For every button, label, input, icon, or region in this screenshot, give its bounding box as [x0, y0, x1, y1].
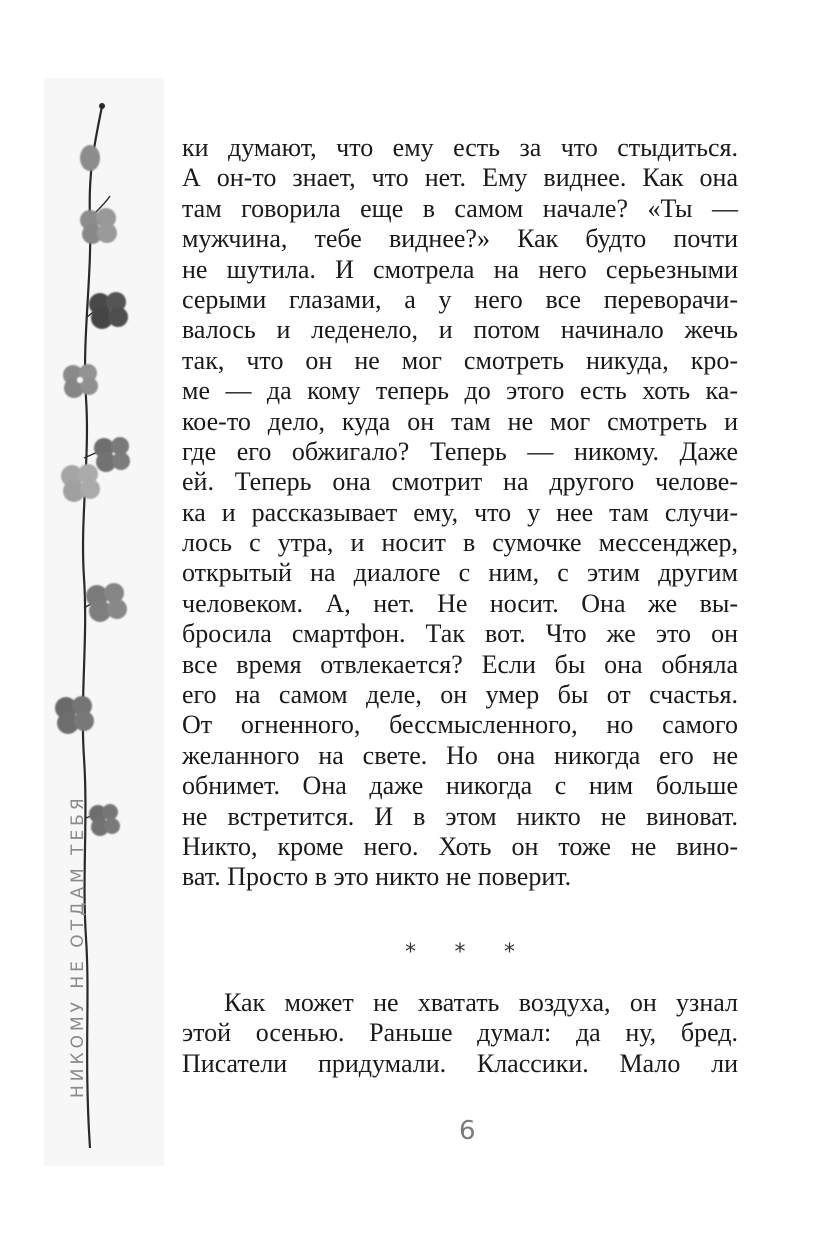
- text-line: ки думают, что ему есть за что стыдиться.: [182, 133, 738, 162]
- text-line: там говорила еще в самом начале? «Ты —: [182, 193, 738, 223]
- flowering-branch-icon: [44, 78, 164, 1166]
- text-line: человеком. А, нет. Не носит. Она же вы-: [182, 588, 738, 618]
- text-line: Как может не хватать воздуха, он узнал: [224, 988, 738, 1017]
- text-line: лось с утра, и носит в сумочке мессенджер,: [182, 528, 738, 558]
- separator-asterisk: *: [405, 940, 416, 965]
- text-line: бросила смартфон. Так вот. Что же это он: [182, 619, 738, 649]
- text-line: валось и леденело, и потом начинало жечь: [182, 315, 738, 345]
- text-line: А он-то знает, что нет. Ему виднее. Как она: [182, 163, 738, 193]
- text-line: ват. Просто в это никто не поверит.: [182, 862, 572, 892]
- text-line: все время отвлекается? Если бы она обняла: [182, 649, 738, 679]
- separator-asterisk: *: [454, 940, 466, 965]
- text-line: ме — да кому теперь до этого есть хоть ка-: [182, 376, 738, 406]
- section-separator: [405, 940, 515, 965]
- text-line: не встретится. И в этом никто не виноват.: [182, 801, 738, 831]
- text-line: От огненного, бессмысленного, но самого: [182, 710, 738, 740]
- text-line: где его обжигало? Теперь — никому. Даже: [182, 436, 738, 466]
- page-number: 6: [459, 1116, 476, 1146]
- separator-asterisk: *: [504, 940, 515, 965]
- body-text: [182, 133, 738, 893]
- text-line: кое-то дело, куда он там не мог смотреть и: [182, 406, 738, 436]
- text-line: Писатели придумали. Классики. Мало ли: [182, 1048, 738, 1078]
- text-line: Никто, кроме него. Хоть он тоже не вино-: [182, 831, 738, 861]
- text-line: ей. Теперь она смотрит на другого челове-: [182, 467, 738, 497]
- text-line: желанного на свете. Но она никогда его не: [182, 740, 738, 770]
- text-line: этой осенью. Раньше думал: да ну, бред.: [182, 1018, 738, 1048]
- text-line: мужчина, тебе виднее?» Как будто почти: [182, 224, 738, 254]
- text-line: обнимет. Она даже никогда с ним больше: [182, 771, 738, 801]
- text-line: его на самом деле, он умер бы от счастья.: [182, 680, 738, 710]
- running-title: НИКОМУ НЕ ОТДАМ ТЕБЯ: [68, 794, 88, 1098]
- text-line: не шутила. И смотрела на него серьезными: [182, 254, 738, 284]
- text-line: так, что он не мог смотреть никуда, кро-: [182, 345, 738, 375]
- body-text-continued: [182, 988, 738, 1079]
- text-line: ка и рассказывает ему, что у нее там случи-: [182, 497, 738, 527]
- text-line: открытый на диалоге с ним, с этим другим: [182, 558, 738, 588]
- text-line: серыми глазами, а у него все переворачи-: [182, 284, 738, 314]
